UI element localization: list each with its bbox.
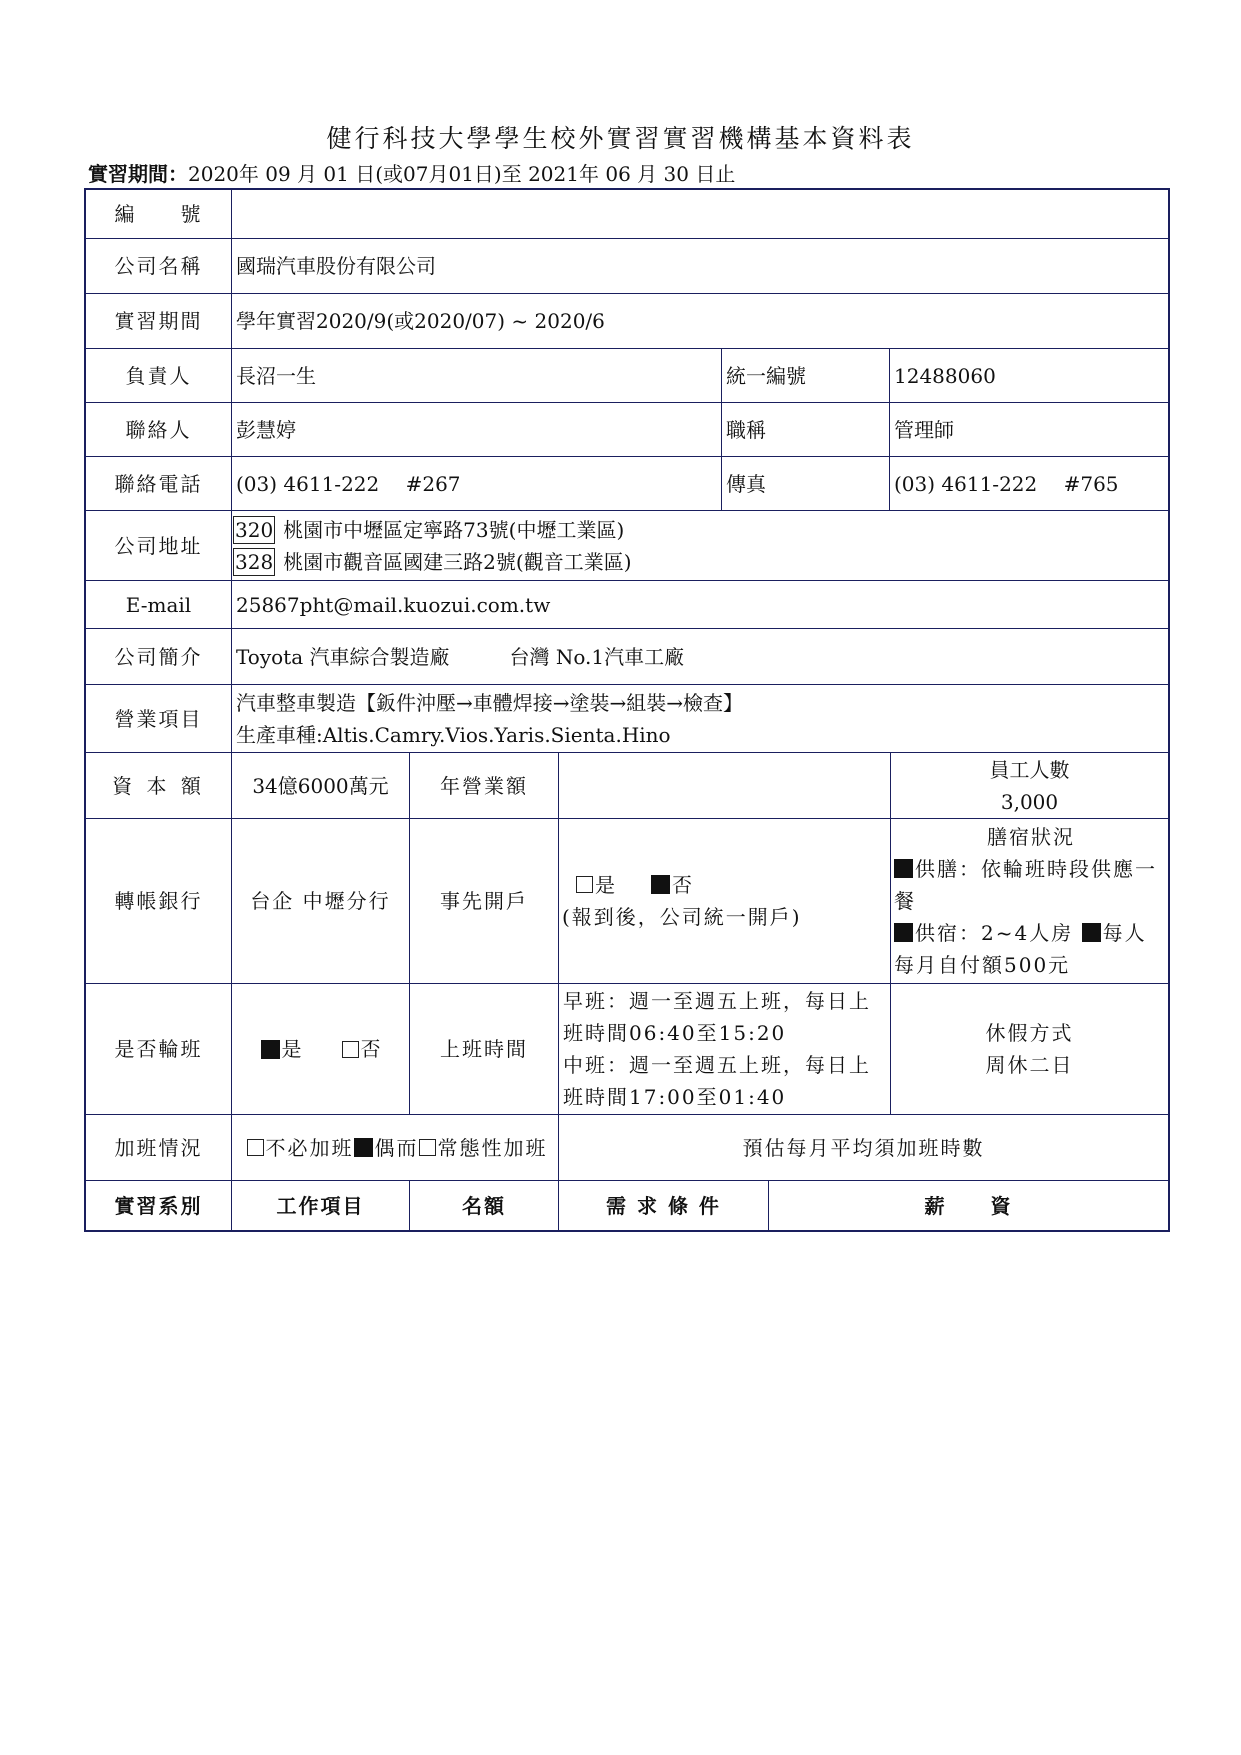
footer-header-quota: 名額 xyxy=(409,1180,558,1232)
overtime-options xyxy=(231,1114,558,1180)
meal-checkbox[interactable] xyxy=(894,859,913,878)
overtime-estimate-label: 預估每月平均須加班時數 xyxy=(558,1114,1170,1180)
overtime-occasional-checkbox[interactable] xyxy=(354,1138,373,1157)
board-label: 膳宿狀況 xyxy=(987,825,1075,849)
owner-label: 負責人 xyxy=(84,348,231,402)
shift-label: 是否輪班 xyxy=(84,983,231,1114)
pre-account-choice-line xyxy=(562,869,692,901)
leave-cell xyxy=(890,983,1170,1114)
address-value xyxy=(231,510,1170,580)
row-contact xyxy=(84,402,1170,456)
pre-account-yes-checkbox[interactable] xyxy=(576,876,593,893)
capital-label: 資 本 額 xyxy=(84,752,231,818)
overtime-label: 加班情況 xyxy=(84,1114,231,1180)
meal-text: 供膳：依輪班時段供應一餐 xyxy=(894,857,1157,913)
row-business xyxy=(84,684,1170,752)
morning-shift-text: 早班：週一至週五上班，每日上班時間06:40至15:20 xyxy=(563,989,871,1045)
footer-header-salary: 薪 資 xyxy=(768,1180,1170,1232)
phone-value: (03) 4611-222 #267 xyxy=(231,456,721,510)
number-value xyxy=(231,188,1170,238)
footer-header-requirements: 需 求 條 件 xyxy=(558,1180,768,1232)
bank-value: 台企 中壢分行 xyxy=(231,818,409,983)
row-shift xyxy=(84,983,1170,1114)
overtime-none-checkbox[interactable] xyxy=(247,1139,264,1156)
middle-shift-text: 中班：週一至週五上班，每日上班時間17:00至01:40 xyxy=(563,1053,871,1109)
fee-text: 每人每月自付額500元 xyxy=(894,921,1147,977)
pre-account-options xyxy=(558,818,890,983)
basic-info-table xyxy=(84,188,1170,1232)
row-owner xyxy=(84,348,1170,402)
row-company-name xyxy=(84,238,1170,293)
lodging-text: 供宿：2~4人房 xyxy=(915,921,1074,945)
bank-label: 轉帳銀行 xyxy=(84,818,231,983)
fax-label: 傳真 xyxy=(721,456,889,510)
board-cell xyxy=(890,818,1170,983)
pre-account-yes-label: 是 xyxy=(595,873,615,897)
zip-code-box-1: 320 xyxy=(235,517,274,542)
address-label: 公司地址 xyxy=(84,510,231,580)
company-name-label: 公司名稱 xyxy=(84,238,231,293)
pre-account-note: (報到後，公司統一開戶) xyxy=(562,905,802,929)
work-hours-label: 上班時間 xyxy=(409,983,558,1114)
footer-header-work-item: 工作項目 xyxy=(231,1180,409,1232)
contact-value: 彭慧婷 xyxy=(231,402,721,456)
company-name-value: 國瑞汽車股份有限公司 xyxy=(231,238,1170,293)
row-bank xyxy=(84,818,1170,983)
business-value xyxy=(231,684,1170,752)
shift-no-label: 否 xyxy=(360,1037,381,1061)
period-line xyxy=(88,158,735,187)
business-line-1: 汽車整車製造【鈑件沖壓→車體焊接→塗裝→組裝→檢查】 xyxy=(236,690,744,715)
leave-value: 周休二日 xyxy=(985,1053,1074,1077)
lodging-checkbox[interactable] xyxy=(894,923,913,942)
fee-checkbox[interactable] xyxy=(1082,923,1101,942)
address-line-1 xyxy=(233,514,624,546)
board-lodging xyxy=(894,917,1168,981)
address-line-2 xyxy=(233,546,632,578)
revenue-value xyxy=(558,752,890,818)
pre-account-no-label: 否 xyxy=(672,873,692,897)
overtime-regular-checkbox[interactable] xyxy=(419,1139,436,1156)
overtime-occasional-label: 偶而 xyxy=(374,1135,419,1160)
pre-account-label: 事先開戶 xyxy=(409,818,558,983)
address-text-2: 桃園市觀音區國建三路2號(觀音工業區) xyxy=(283,549,632,574)
intro-label: 公司簡介 xyxy=(84,628,231,684)
period-text: 2020年 09 月 01 日(或07月01日)至 2021年 06 月 30 日止 xyxy=(188,162,736,186)
pre-account-no-checkbox[interactable] xyxy=(651,875,670,894)
shift-options xyxy=(231,983,409,1114)
row-internship-period xyxy=(84,293,1170,348)
internship-period-label: 實習期間 xyxy=(84,293,231,348)
row-intro xyxy=(84,628,1170,684)
capital-value: 34億6000萬元 xyxy=(231,752,409,818)
form-title: 健行科技大學學生校外實習實習機構基本資料表 xyxy=(326,124,915,153)
job-title-value: 管理師 xyxy=(889,402,1170,456)
work-hours-value xyxy=(558,983,890,1114)
row-footer-headers xyxy=(84,1180,1170,1232)
contact-label: 聯絡人 xyxy=(84,402,231,456)
internship-period-value: 學年實習2020/9(或2020/07) ~ 2020/6 xyxy=(231,293,1170,348)
employees-label: 員工人數 xyxy=(989,757,1070,782)
revenue-label: 年營業額 xyxy=(409,752,558,818)
tax-id-value: 12488060 xyxy=(889,348,1170,402)
overtime-options-text xyxy=(247,1132,548,1164)
number-label: 編 號 xyxy=(84,188,231,238)
row-phone xyxy=(84,456,1170,510)
job-title-label: 職稱 xyxy=(721,402,889,456)
row-capital xyxy=(84,752,1170,818)
business-line-2: 生產車種:Altis.Camry.Vios.Yaris.Sienta.Hino xyxy=(236,722,671,747)
zip-code-box-2: 328 xyxy=(235,549,274,574)
overtime-none-label: 不必加班 xyxy=(265,1135,354,1160)
address-text-1: 桃園市中壢區定寧路73號(中壢工業區) xyxy=(283,517,625,542)
footer-header-department: 實習系別 xyxy=(84,1180,231,1232)
shift-yes-label: 是 xyxy=(281,1037,302,1061)
email-value: 25867pht@mail.kuozui.com.tw xyxy=(231,580,1170,628)
business-label: 營業項目 xyxy=(84,684,231,752)
board-meal xyxy=(894,853,1168,917)
row-email xyxy=(84,580,1170,628)
row-number xyxy=(84,188,1170,238)
tax-id-label: 統一編號 xyxy=(721,348,889,402)
intro-value: Toyota 汽車綜合製造廠 台灣 No.1汽車工廠 xyxy=(231,628,1170,684)
fax-value: (03) 4611-222 #765 xyxy=(889,456,1170,510)
overtime-regular-label: 常態性加班 xyxy=(437,1135,548,1160)
shift-yes-checkbox[interactable] xyxy=(261,1040,280,1059)
owner-value: 長沼一生 xyxy=(231,348,721,402)
employees-value: 3,000 xyxy=(1000,789,1059,814)
row-address xyxy=(84,510,1170,580)
employees-cell xyxy=(890,752,1170,818)
row-overtime xyxy=(84,1114,1170,1180)
period-label: 實習期間： xyxy=(88,162,188,186)
email-label: E-mail xyxy=(84,580,231,628)
leave-label: 休假方式 xyxy=(985,1021,1074,1045)
phone-label: 聯絡電話 xyxy=(84,456,231,510)
shift-no-checkbox[interactable] xyxy=(342,1041,359,1058)
